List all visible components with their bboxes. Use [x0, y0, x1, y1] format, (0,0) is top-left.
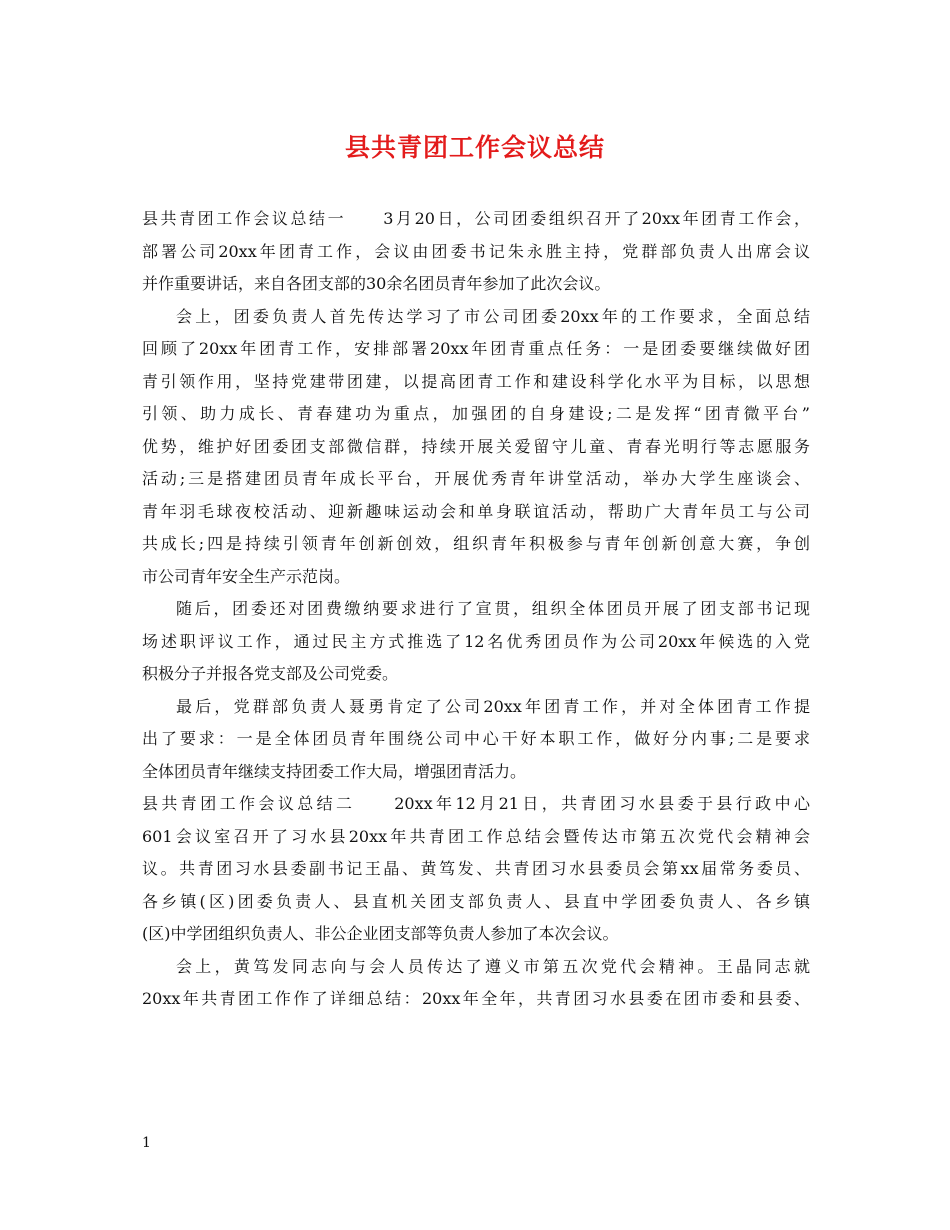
- body-text-line: 市公司青年安全生产示范岗。: [142, 566, 351, 586]
- body-text-line: 各乡镇(区)团委负责人、县直机关团支部负责人、县直中学团委负责人、各乡镇: [142, 891, 810, 911]
- body-text-line: 并作重要讲话，来自各团支部的30余名团员青年参加了此次会议。: [142, 274, 611, 293]
- body-text-line: 全体团员青年继续支持团委工作大局，增强团青活力。: [142, 761, 527, 781]
- body-text-line: 20xx年共青团工作作了详细总结：20xx年全年，共青团习水县委在团市委和县委、: [142, 989, 810, 1008]
- body-text-line: 青年羽毛球夜校活动、迎新趣味运动会和单身联谊活动，帮助广大青年员工与公司: [142, 501, 810, 521]
- body-text-line: 出了要求：一是全体团员青年围绕公司中心干好本职工作，做好分内事;二是要求: [142, 729, 810, 748]
- body-text-line: 县共青团工作会议总结二 20xx年12月21日，共青团习水县委于县行政中心: [142, 794, 810, 813]
- body-text-line: 601会议室召开了习水县20xx年共青团工作总结会暨传达市第五次党代会精神会: [142, 826, 810, 846]
- body-text-line: 县共青团工作会议总结一 3月20日，公司团委组织召开了20xx年团青工作会，: [142, 209, 810, 228]
- body-text-line: 部署公司20xx年团青工作，会议由团委书记朱永胜主持，党群部负责人出席会议: [142, 241, 810, 261]
- body-text-line: 回顾了20xx年团青工作，安排部署20xx年团青重点任务：一是团委要继续做好团: [142, 339, 810, 358]
- body-text-line: 会上，黄笃发同志向与会人员传达了遵义市第五次党代会精神。王晶同志就: [176, 956, 810, 976]
- body-text-line: (区)中学团组织负责人、非公企业团支部等负责人参加了本次会议。: [142, 924, 619, 943]
- body-text-line: 会上，团委负责人首先传达学习了市公司团委20xx年的工作要求，全面总结: [176, 306, 810, 326]
- body-text-line: 青引领作用，坚持党建带团建，以提高团青工作和建设科学化水平为目标，以思想: [142, 371, 810, 391]
- body-text-line: 引领、助力成长、青春建功为重点，加强团的自身建设;二是发挥“团青微平台”: [142, 404, 810, 423]
- body-text-line: 最后，党群部负责人聂勇肯定了公司20xx年团青工作，并对全体团青工作提: [176, 696, 810, 716]
- body-text-line: 共成长;四是持续引领青年创新创效，组织青年积极参与青年创新创意大赛，争创: [142, 534, 810, 553]
- body-text-line: 随后，团委还对团费缴纳要求进行了宣贯，组织全体团员开展了团支部书记现: [176, 599, 810, 618]
- body-text-line: 场述职评议工作，通过民主方式推选了12名优秀团员作为公司20xx年候选的入党: [142, 631, 810, 651]
- body-text-line: 议。共青团习水县委副书记王晶、黄笃发、共青团习水县委员会第xx届常务委员、: [142, 859, 810, 878]
- body-text-line: 优势，维护好团委团支部微信群，持续开展关爱留守儿童、青春光明行等志愿服务: [142, 436, 810, 456]
- document-body: [142, 203, 810, 1016]
- body-text-line: 活动;三是搭建团员青年成长平台，开展优秀青年讲堂活动，举办大学生座谈会、: [142, 469, 810, 488]
- document-title: 县共青团工作会议总结: [344, 133, 605, 162]
- body-text-line: 积极分子并报各党支部及公司党委。: [142, 664, 399, 683]
- page-number: 1: [142, 1135, 151, 1151]
